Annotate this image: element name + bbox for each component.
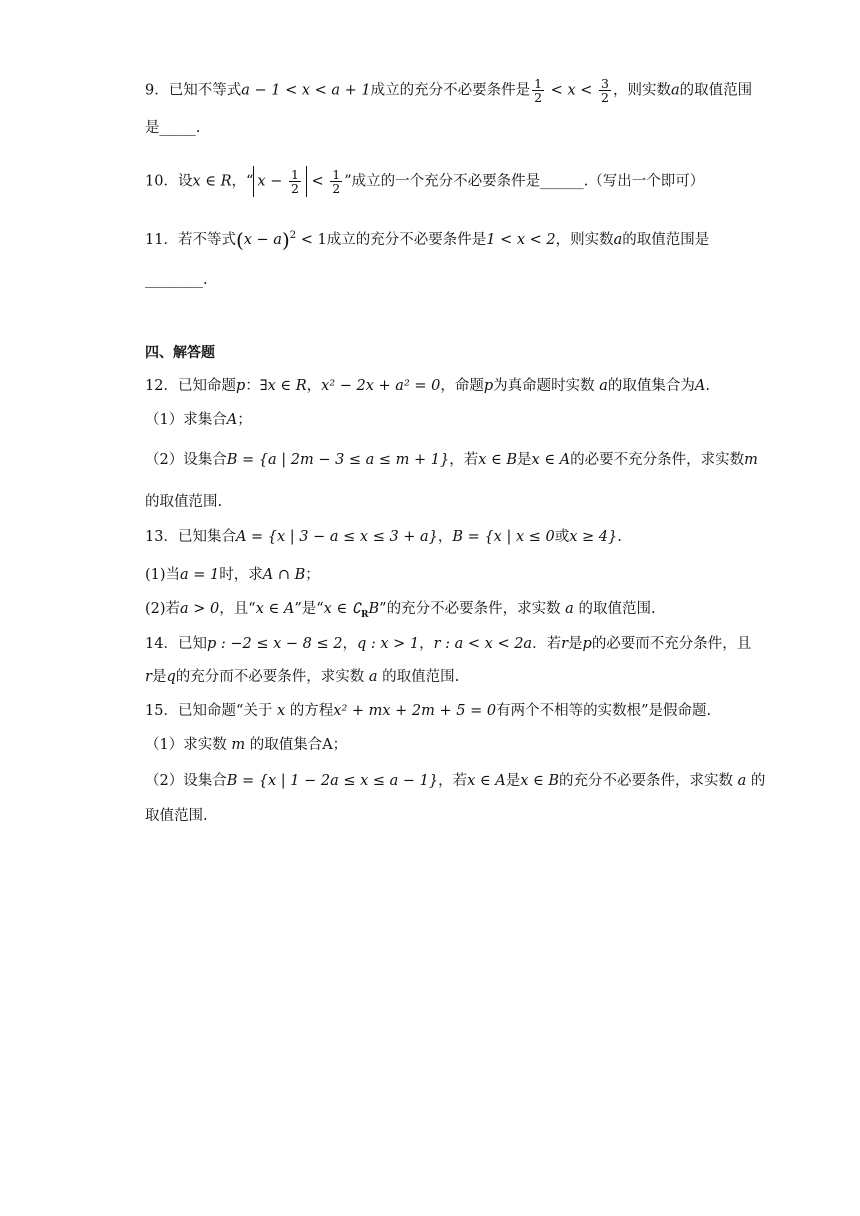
q14-var: r <box>145 669 152 685</box>
q13-text: ，且“ <box>219 601 256 617</box>
q9-fraction <box>532 77 544 104</box>
q12-text: 是 <box>517 452 532 468</box>
q12-var: m <box>744 452 758 468</box>
q13-text: ”的充分不必要条件，求实数 <box>379 601 561 617</box>
q9-line2 <box>145 118 725 138</box>
q9-text: 的取值范围 <box>679 82 753 99</box>
q12-math: ∃x ∈ R <box>259 378 307 394</box>
q15-line1 <box>145 701 725 721</box>
denominator: 2 <box>332 181 341 196</box>
q12-text: 的取值集合为 <box>607 378 695 394</box>
q12-part2-line2 <box>145 492 725 512</box>
q12-text: 的取值范围. <box>145 494 223 510</box>
q12-text: ： <box>245 378 260 394</box>
q14-var-p: p <box>582 636 592 652</box>
q12-text: 12．已知命题 <box>145 378 236 394</box>
q15-text: 的方程 <box>289 703 334 719</box>
q11-var: a <box>613 231 623 248</box>
q11-text: 若不等式 <box>177 231 236 248</box>
q15-math: B = {x | 1 − 2a ≤ x ≤ a − 1} <box>226 773 439 789</box>
q12-math: B = {a | 2m − 3 ≤ a ≤ m + 1} <box>226 452 450 468</box>
q13-math: a = 1 <box>180 567 220 583</box>
q15-var-m: m <box>226 737 250 753</box>
q13-text: 时，求 <box>219 567 263 583</box>
q11-text: ，则实数 <box>555 231 614 248</box>
q12-text: ，若 <box>449 452 479 468</box>
q12-var: A <box>226 412 238 428</box>
q9-math: < x < <box>546 82 597 99</box>
q13-math: A = {x | 3 − a ≤ x ≤ 3 + a} <box>235 529 438 545</box>
q12-math: x ∈ B <box>478 452 518 468</box>
numerator: 3 <box>601 76 609 91</box>
q13-math: x ∈ A <box>255 601 295 617</box>
q14-text: 的充分而不必要条件，求实数 <box>175 669 365 685</box>
q13-math: B = {x | x ≤ 0 <box>452 529 555 545</box>
q14-var-a: a <box>364 669 383 685</box>
q11-line2 <box>145 270 725 290</box>
q13-math: a > 0 <box>180 601 220 617</box>
q12-var: p <box>235 378 246 394</box>
q12-text: 的必要不充分条件，求实数 <box>570 452 745 468</box>
q11-text: 的取值范围是 <box>622 231 710 248</box>
q15-text: 的充分不必要条件，求实数 <box>559 773 734 789</box>
q10-text: 设 <box>177 173 193 190</box>
q15-var-a: a <box>733 773 751 789</box>
q10-number: 10． <box>145 173 178 190</box>
q14-text: 是 <box>151 669 167 685</box>
q11-paren: ( <box>235 227 244 252</box>
q15-text: 有两个不相等的实数根”是假命题. <box>496 703 712 719</box>
q9-fraction <box>599 77 611 104</box>
q10-text: ，“ <box>231 173 254 190</box>
q14-text: 14．已知 <box>145 636 207 652</box>
q13-math: A ∩ B <box>262 567 306 583</box>
q12-text: . <box>705 378 711 394</box>
q14-math: p : −2 ≤ x − 8 ≤ 2 <box>206 636 343 652</box>
q10-math: < <box>306 173 329 190</box>
q12-text: ； <box>237 412 252 428</box>
q11-math: < 1 <box>296 231 327 248</box>
q12-text: （2）设集合 <box>145 452 227 468</box>
q12-part1 <box>145 410 725 430</box>
numerator: 1 <box>332 167 341 182</box>
q15-text: 15．已知命题“关于 <box>145 703 273 719</box>
q13-text: ， <box>437 529 453 545</box>
q12-text: （1）求集合 <box>145 412 227 428</box>
q15-part2-line2 <box>145 806 725 826</box>
q13-part2 <box>145 599 725 625</box>
q15-text: 的取值集合A； <box>249 737 348 753</box>
q15-text: 取值范围. <box>145 808 208 824</box>
q9-line1 <box>145 76 753 105</box>
q9-answer-blank: 是_____. <box>145 120 201 136</box>
q12-math: x ∈ A <box>531 452 571 468</box>
q12-math: x² − 2x + a² = 0 <box>321 378 441 394</box>
q13-var-a: a <box>560 601 579 617</box>
q13-text: 或 <box>554 529 570 545</box>
q14-math: r : a < x < 2a <box>433 636 533 652</box>
q13-text: (1)当 <box>145 567 181 583</box>
q15-text: （1）求实数 <box>145 737 227 753</box>
q15-math: x ∈ A <box>467 773 506 789</box>
q12-text: ，命题 <box>440 378 484 394</box>
q14-text: 的必要而不充分条件，且 <box>591 636 752 652</box>
q14-text: 的取值范围. <box>382 669 460 685</box>
denominator: 2 <box>534 90 543 105</box>
q13-line1 <box>145 527 725 547</box>
q15-var-x: x <box>272 703 290 719</box>
q13-subscript: R <box>361 609 369 620</box>
q14-var: r <box>561 636 569 652</box>
denominator: 2 <box>601 90 609 105</box>
numerator: 1 <box>534 76 543 91</box>
q15-text: ，若 <box>438 773 468 789</box>
q9-number: 9． <box>145 82 169 99</box>
q15-math: x ∈ B <box>520 773 560 789</box>
q13-text: . <box>617 529 622 545</box>
q9-math: a − 1 < x < a + 1 <box>241 82 371 99</box>
q15-text: 的 <box>750 773 766 789</box>
q11-text: 成立的充分不必要条件是 <box>326 231 487 248</box>
q10-math: x − <box>257 173 287 190</box>
q12-part2 <box>145 450 758 470</box>
q13-math: x ≥ 4} <box>569 529 618 545</box>
q13-text: ”是“ <box>294 601 324 617</box>
q10-line <box>145 166 725 197</box>
q10-text: ”成立的一个充分不必要条件是______.（写出一个即可） <box>344 173 705 190</box>
q13-text: ； <box>305 567 320 583</box>
q14-math: q : x > 1 <box>356 636 420 652</box>
q12-var-a: a <box>599 378 608 394</box>
q11-answer-blank: ________. <box>145 272 208 288</box>
q13-text: (2)若 <box>145 601 181 617</box>
q13-text: 的取值范围. <box>578 601 656 617</box>
q15-text: （2）设集合 <box>145 773 227 789</box>
q11-number: 11． <box>145 231 178 248</box>
q10-fraction <box>330 168 342 195</box>
q12-var: p <box>483 378 494 394</box>
q11-math: 1 < x < 2 <box>486 231 556 248</box>
q12-line1 <box>145 376 725 396</box>
q9-var: a <box>670 82 680 99</box>
q14-var: q <box>166 669 176 685</box>
q11-exponent: 2 <box>289 230 297 241</box>
q13-math: x ∈ ∁ <box>323 601 362 617</box>
q12-var: A <box>694 378 706 394</box>
q9-text: ，则实数 <box>612 82 671 99</box>
section-heading: 四、解答题 <box>145 345 215 361</box>
q15-part1 <box>145 735 725 755</box>
q11-paren: ) <box>281 227 290 252</box>
q13-math: B <box>368 601 380 617</box>
q15-math: x² + mx + 2m + 5 = 0 <box>333 703 497 719</box>
q11-line1 <box>145 226 725 250</box>
q9-text: 已知不等式 <box>168 82 242 99</box>
q9-text: 成立的充分不必要条件是 <box>370 82 531 99</box>
q10-math: x ∈ R <box>192 173 232 190</box>
q14-line1: 14．已知p : −2 ≤ x − 8 ≤ 2，q : x > 1，r : a < x < 2a．若r是p的必要而不充分条件，且 <box>145 636 752 652</box>
q14-line2 <box>145 667 725 687</box>
q13-part1 <box>145 565 725 585</box>
q13-text: 13．已知集合 <box>145 529 236 545</box>
numerator: 1 <box>290 167 299 182</box>
q10-absolute-value <box>253 166 307 197</box>
q14-text: 是 <box>568 636 583 652</box>
q14-text: ．若 <box>532 636 562 652</box>
denominator: 2 <box>290 181 299 196</box>
q10-fraction <box>289 168 301 195</box>
q15-text: 是 <box>505 773 521 789</box>
q12-text: ， <box>306 378 322 394</box>
q15-part2 <box>145 771 766 791</box>
q11-math: x − a <box>243 231 282 248</box>
q12-text: 为真命题时实数 <box>493 378 595 394</box>
